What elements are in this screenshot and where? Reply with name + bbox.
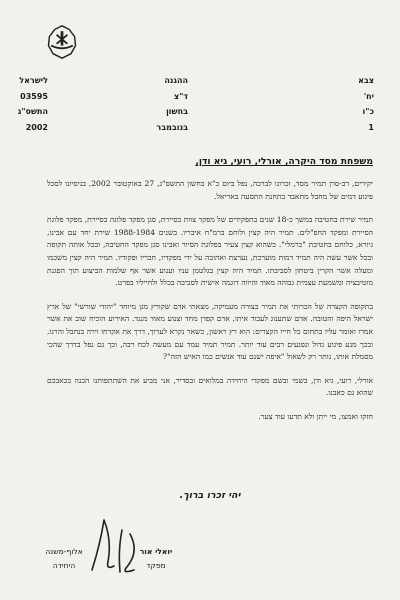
signer-role: מפקד xyxy=(146,560,166,570)
header-date-hebrew: התשס"ג xyxy=(17,107,48,116)
signature-name-block xyxy=(126,545,186,572)
header-day-greg: 1 xyxy=(368,122,374,132)
header-middle xyxy=(118,73,188,135)
header-org: צבא xyxy=(358,76,374,85)
header-left xyxy=(6,73,48,135)
paragraph-1: יקירים, רב-סרן תמיר מסד, זכרונו לברכה, נפל ביום כ"א בחשון התשס"ג, 27 באוקטובר 2002, בניסיונו לסכל פיגוע דמים של מחבל מתאבד בתחנת התסעה באריאל. xyxy=(47,179,373,201)
header-month-num: כ"ו xyxy=(362,107,374,116)
signer-rank: אלוף-משנה xyxy=(45,547,83,556)
header-day-num: ד"צ xyxy=(173,91,188,101)
header-to-label: לישראל xyxy=(19,76,48,85)
signer-name: יואלי אור xyxy=(139,547,173,556)
header-month: בחשון xyxy=(166,107,188,116)
header-day: יח' xyxy=(363,91,374,101)
signature-rank-block xyxy=(34,545,94,572)
idf-emblem-icon xyxy=(44,24,80,60)
header-right xyxy=(328,73,374,135)
blessing: יהי זכרו ברוך. xyxy=(179,490,241,501)
paragraph-3: בתקופה הקצרה של הכרותי את תמיר בצורה מעמיקה, מצאתי אדם שקורץ מגן מיוחד "יהודי שורשי" של ארץ ישראל היפה והטובה. אדם שתענוג לעבוד איתו, אדם קפדן מחד וצנוע מאוד מנגד. האירוע הוכיח שוב את אשר אמרו ואומר עליו בתחום כל חייו הקצרים: הוא רץ ראשון, כשאר נקרא לערוך, דרך את אקדחו וירה בנחבל והרגו, ובכך מנע פיגוע גדול ונפגעים רבים עוד יותר. תמיר תמיד עמד עם מעשה לכח רבה, וכך גם נפל בדרך שהכי מסמלת אותו, נותר רק לשאול "איפה ישנם עוד אנשים כמו האיש הזה"? xyxy=(47,301,373,362)
header-org2: ההגנה xyxy=(164,76,188,85)
paragraph-2: תמיר שירת בחטיבה במשך כ-18 שנים בתפקידים של מפקד צוות בסיירת, סגן מפקד פלוגה בסיירת, מפקד פלוגת הסיירת ומפקד החפ"לים. תמיר היה קצין ולוחם ברמ"ח איבריו. בשנים 1988-1984 שירת יחד עם אבינו, גיורא, כלוחם בחטיבת "כרמלי". כשהוא קצין צעיר בפלוגת הסיור ואבינו סגן מפקד החטיבה, ובכל אותה תקופה ובכל אשר עשה היה תמיד דמות מוערכת, נערצת ואהובה על ידי מפקדיו, חבריו ופקודיו. תמיר היה קצין משכמו ומעלה אשר הקרין ביטחון לסביבתו. תמיד היה קצין בגלטמן עניו וענוע אשר אף שלמות הביצוע תוך הפגנת מוטיבציה ומשמעת עצמית גבוהה מאוד והיווה דוגמה אישית לסביבה בכלל ולחייליו בפרט. xyxy=(47,215,374,288)
header-month-greg: בנובמבר xyxy=(156,122,188,132)
signer-unit: היחידה xyxy=(52,560,76,570)
salutation: משפחת מסד היקרה, אורלי, רועי, גיא ודן, xyxy=(195,156,373,167)
letter-body xyxy=(47,178,373,435)
paragraph-5: חזקו ואמצו, מי ייתן ולא תדעו עוד צער. xyxy=(258,411,373,421)
paragraph-4: אורלי, רועי, גיא ודן, בשמי ובשם מפקדי היחידה במלואים ובסדיר, אני מביע את השתתפותנו הכנה בכאבכם שהוא גם כאבנו. xyxy=(47,375,373,398)
header-date-gregorian: 2002 xyxy=(25,122,48,132)
header-to-number: 03595 xyxy=(20,91,48,101)
